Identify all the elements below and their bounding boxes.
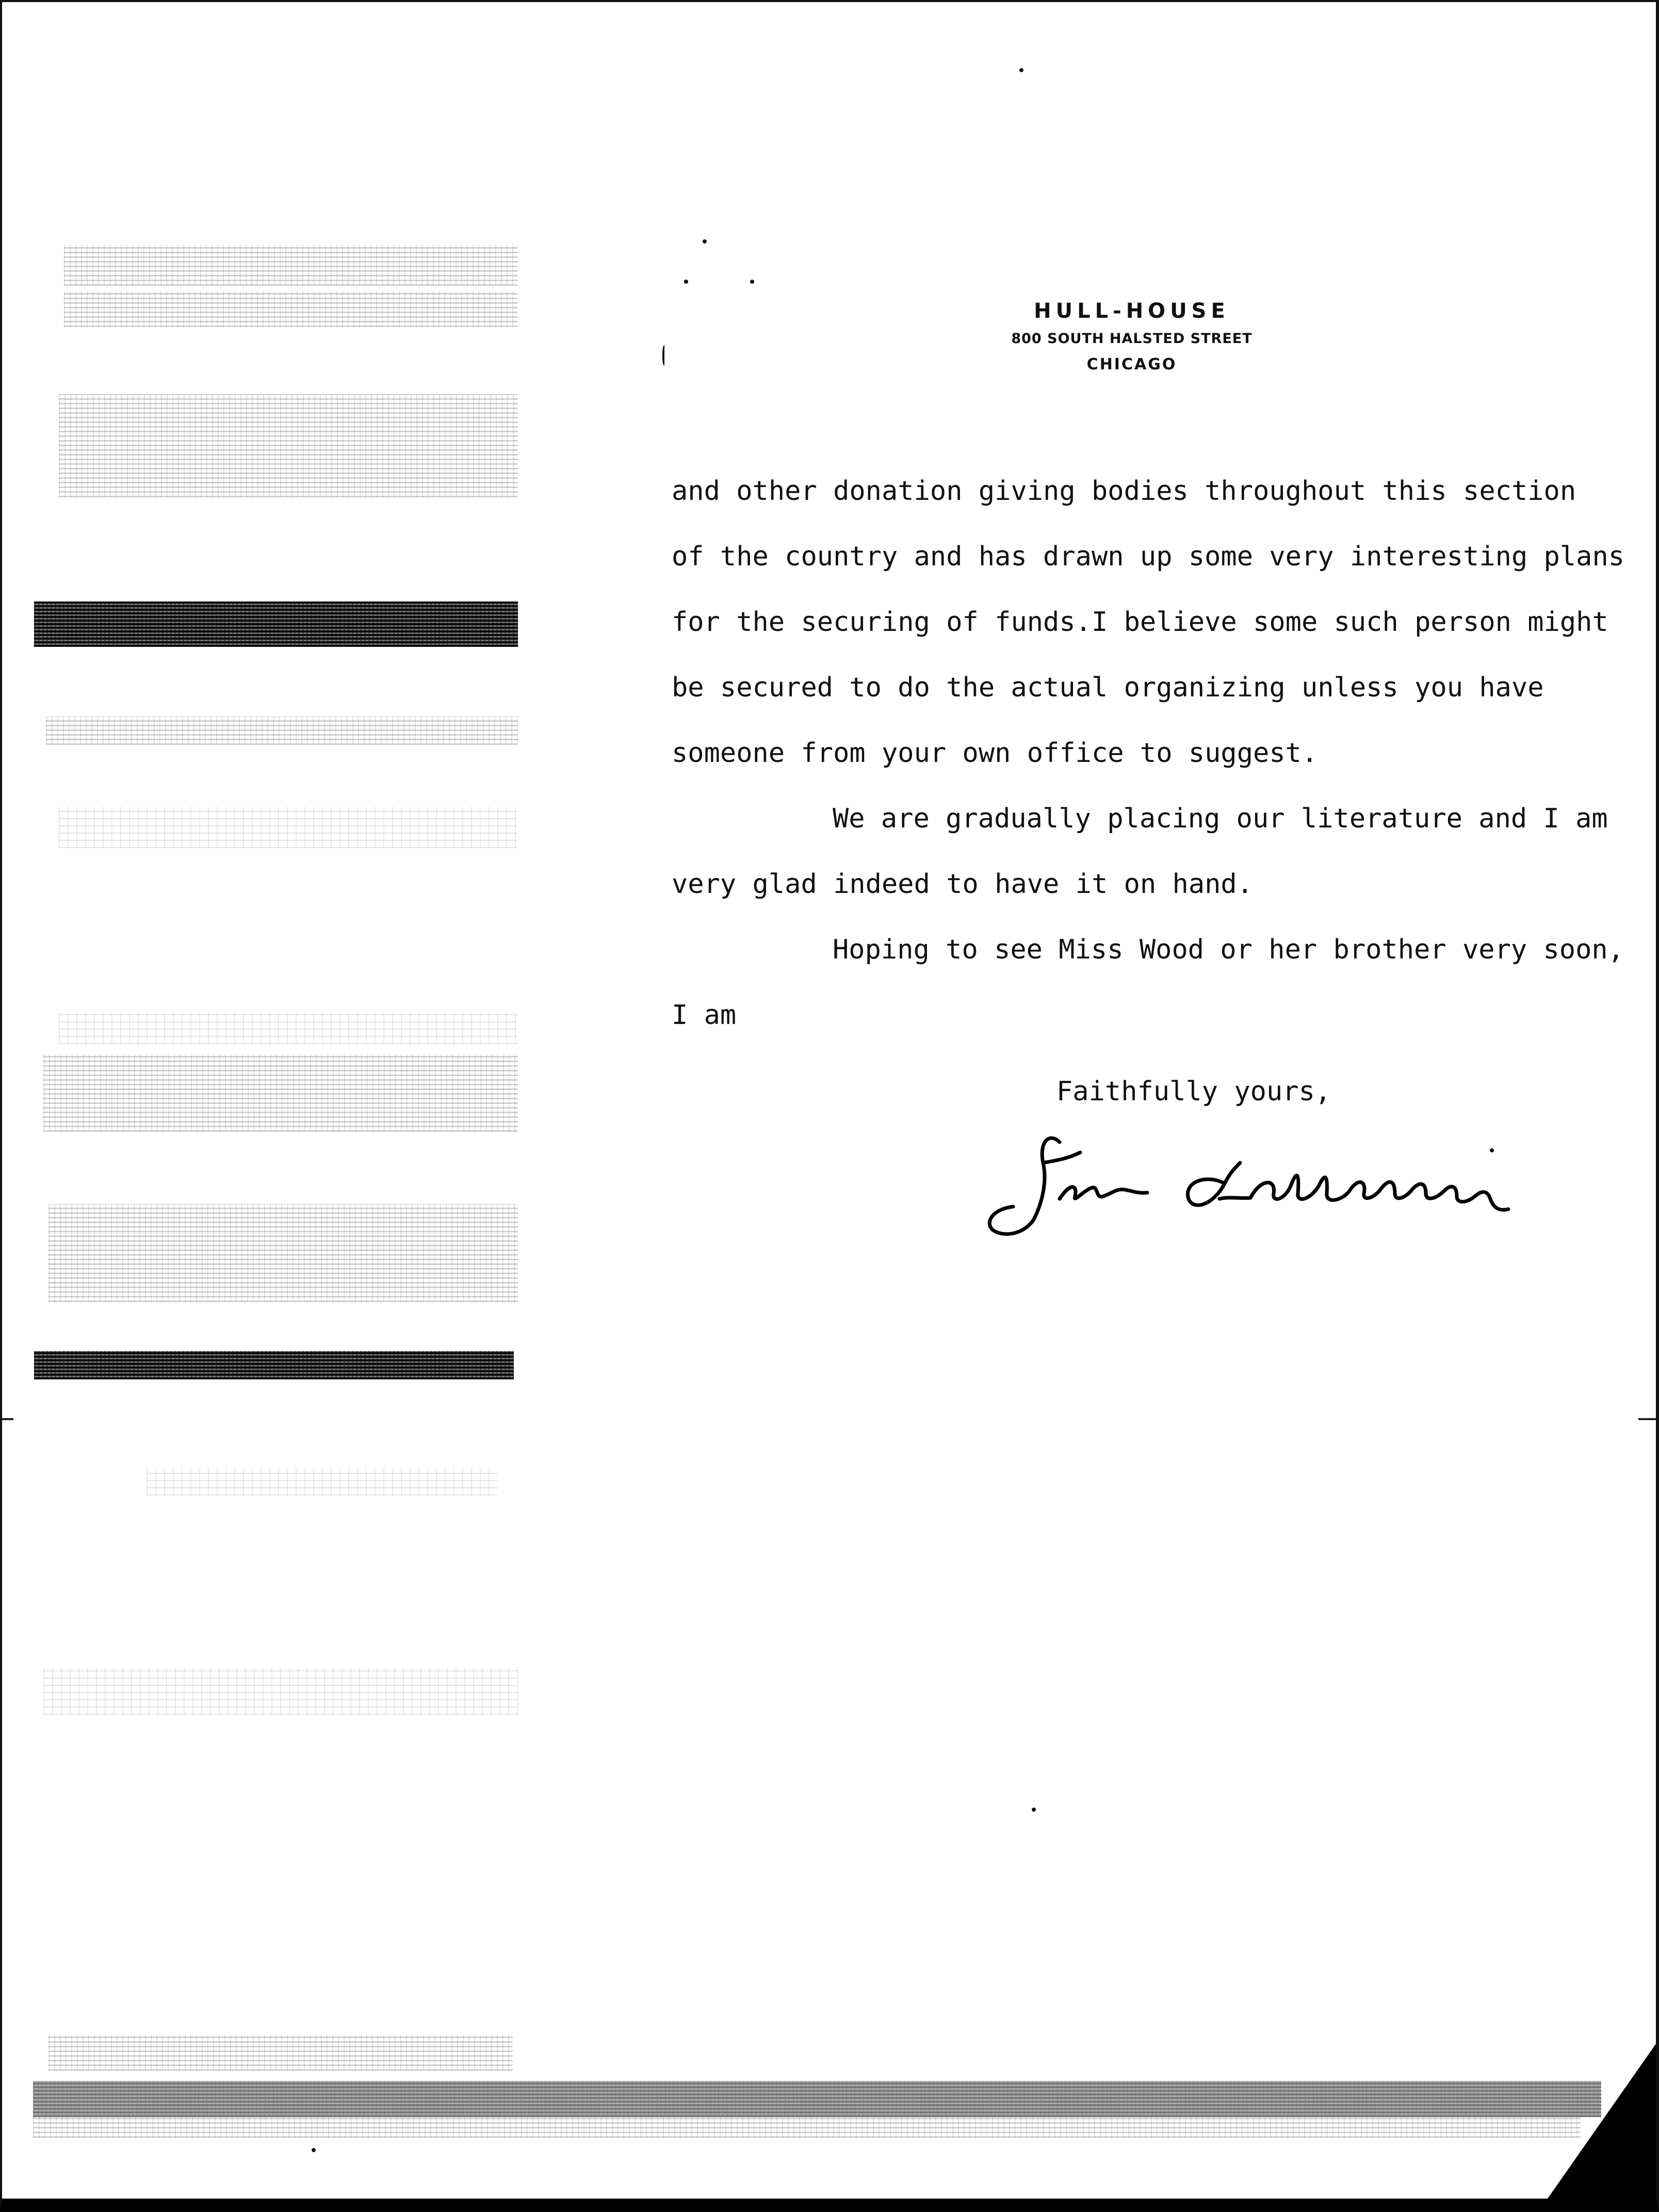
speck (1019, 68, 1023, 72)
body-line: someone from your own office to suggest. (672, 738, 1318, 769)
letterhead (982, 296, 1281, 378)
fold-mark-left (2, 1418, 13, 1420)
letterhead-name: HULL-HOUSE (1034, 299, 1230, 323)
body-line: very glad indeed to have it on hand. (672, 869, 1254, 900)
letter-body (672, 470, 1641, 1060)
fold-mark-right (1638, 1418, 1656, 1420)
body-line: I am (672, 1000, 737, 1031)
scan-noise (46, 717, 518, 745)
speck (750, 280, 754, 284)
scan-noise (59, 394, 518, 497)
body-line: We are gradually placing our literature and I am (833, 803, 1608, 834)
scan-noise (59, 807, 518, 848)
signature-mark (982, 1121, 1560, 1256)
body-line: of the country and has drawn up some very interesting plans (672, 541, 1625, 572)
scan-noise-band (33, 2081, 1601, 2117)
scan-noise (48, 1204, 518, 1302)
body-line: for the securing of funds.I believe some such person might (672, 607, 1608, 638)
body-line: and other donation giving bodies throughout this section (672, 476, 1576, 507)
letterhead-street: 800 SOUTH HALSTED STREET (1011, 331, 1253, 347)
speck (684, 280, 688, 284)
scan-noise (59, 1013, 518, 1044)
body-line: be secured to do the actual organizing unless you have (672, 672, 1544, 703)
scan-noise (64, 291, 518, 327)
letterhead-city: CHICAGO (1086, 355, 1177, 373)
scan-noise (147, 1467, 497, 1495)
scan-noise (64, 245, 518, 286)
speck (312, 2148, 316, 2152)
speck (1032, 1808, 1036, 1812)
speck (703, 239, 707, 243)
scan-noise (43, 1054, 518, 1132)
scan-noise (43, 1668, 518, 1715)
scan-noise (33, 2117, 1581, 2138)
scan-noise (48, 2035, 513, 2071)
body-line: Hoping to see Miss Wood or her brother very soon, (833, 934, 1624, 965)
scan-noise-band (34, 601, 518, 647)
scan-noise-band (34, 1351, 514, 1379)
speck (662, 345, 668, 366)
closing-phrase: Faithfully yours, (1056, 1076, 1331, 1107)
